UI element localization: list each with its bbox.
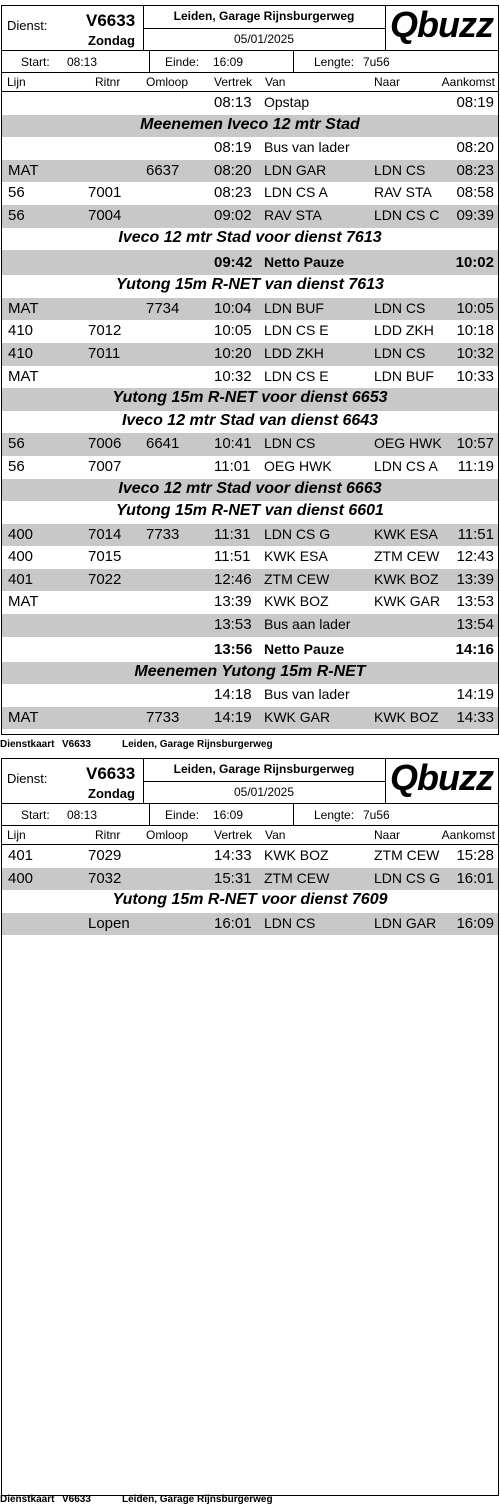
dienst-code: V6633 — [86, 11, 136, 30]
van-cell: ZTM CEW — [264, 869, 330, 886]
info-divider — [293, 804, 294, 825]
col-vertrek: Vertrek — [214, 75, 253, 89]
vertrek-time: 08:13 — [214, 94, 252, 111]
ritnr-cell: 7032 — [88, 869, 122, 887]
van-cell: LDN BUF — [264, 299, 324, 316]
trip-row — [2, 137, 498, 160]
lijn-cell: 56 — [8, 435, 25, 453]
ritnr-cell: 7029 — [88, 847, 122, 864]
naar-cell: LDN GAR — [374, 914, 437, 931]
aankomst-time: 08:20 — [456, 139, 494, 157]
van-cell: LDN CS — [264, 435, 316, 452]
lijn-cell: 410 — [8, 322, 34, 340]
start-label: Start: — [21, 55, 50, 69]
omloop-cell: 6637 — [146, 161, 180, 179]
ritnr-cell: 7022 — [88, 570, 122, 588]
naar-cell: LDN CS — [374, 344, 426, 361]
naar-cell: LDN CS C — [374, 206, 440, 223]
van-cell: LDN CS G — [264, 525, 331, 542]
section-heading-row — [2, 275, 498, 298]
naar-cell: RAV STA — [374, 184, 432, 201]
garage-location: Leiden, Garage Rijnsburgerweg — [173, 762, 355, 776]
lijn-cell: 56 — [8, 206, 25, 224]
trip-row — [2, 92, 498, 115]
schedule-sheet — [1, 5, 499, 735]
ritnr-cell: 7001 — [88, 184, 122, 202]
lijn-cell: 400 — [8, 548, 34, 566]
pause-label: Netto Pauze — [264, 640, 345, 657]
trip-row — [2, 684, 498, 707]
vertrek-time: 13:56 — [214, 640, 253, 658]
omloop-cell: 7733 — [146, 708, 180, 726]
aankomst-time: 14:33 — [456, 708, 494, 726]
header-divider — [143, 28, 386, 29]
naar-cell: KWK BOZ — [374, 570, 439, 587]
footer-code: V6633 — [62, 1494, 91, 1505]
vertrek-time: 09:42 — [214, 254, 253, 272]
section-title: Yutong 15m R-NET van dienst 6601 — [116, 502, 384, 520]
aankomst-time: 16:01 — [456, 869, 494, 887]
section-title: Yutong 15m R-NET van dienst 7613 — [116, 276, 384, 294]
aankomst-time: 12:43 — [456, 548, 494, 566]
col-van: Van — [265, 828, 286, 842]
schedule-rows — [2, 92, 498, 729]
lijn-cell: 410 — [8, 344, 34, 362]
aankomst-time: 08:23 — [456, 161, 494, 179]
lijn-cell: 401 — [8, 570, 34, 588]
aankomst-time: 13:53 — [456, 593, 494, 611]
column-header-row — [2, 73, 498, 92]
einde-label: Einde: — [165, 55, 200, 69]
einde-value: 16:09 — [213, 808, 244, 822]
dienstkaart-page-1 — [0, 0, 500, 751]
trip-row — [2, 160, 498, 183]
section-title: Meenemen Yutong 15m R-NET — [134, 662, 366, 680]
footer-location: Leiden, Garage Rijnsburgerweg — [122, 739, 273, 750]
aankomst-time: 10:33 — [456, 367, 494, 385]
ritnr-cell: 7015 — [88, 548, 122, 566]
vertrek-time: 14:33 — [214, 847, 252, 864]
header-divider — [385, 6, 386, 51]
lijn-cell: MAT — [8, 708, 39, 726]
schedule-sheet — [1, 758, 499, 1496]
dienst-label: Dienst: — [7, 771, 48, 786]
service-date: 05/01/2025 — [233, 32, 295, 46]
aankomst-time: 10:32 — [456, 344, 494, 362]
section-heading-row — [2, 411, 498, 434]
lengte-value: 7u56 — [363, 808, 390, 822]
sheet-header — [2, 759, 498, 804]
section-heading-row — [2, 115, 498, 138]
footer-label: Dienstkaart — [0, 739, 55, 750]
dienst-label: Dienst: — [7, 18, 48, 33]
day-label: Zondag — [88, 33, 135, 48]
trip-row — [2, 868, 498, 891]
vertrek-time: 10:04 — [214, 299, 252, 317]
aankomst-time: 16:09 — [456, 914, 494, 932]
aankomst-time: 15:28 — [456, 847, 494, 864]
footer-code: V6633 — [62, 739, 91, 750]
lijn-cell: 56 — [8, 184, 25, 202]
lengte-label: Lengte: — [314, 55, 355, 69]
van-cell: Bus van lader — [264, 686, 350, 703]
ritnr-cell: Lopen — [88, 914, 130, 932]
aankomst-time: 13:39 — [456, 570, 494, 588]
section-heading-row — [2, 501, 498, 524]
qbuzz-logo: Qbuzz — [390, 4, 493, 45]
info-divider — [149, 51, 150, 72]
aankomst-time: 10:57 — [456, 435, 494, 453]
lijn-cell: MAT — [8, 367, 39, 385]
vertrek-time: 11:31 — [214, 525, 251, 543]
van-cell: Opstap — [264, 94, 310, 110]
trip-row — [2, 913, 498, 936]
ritnr-cell: 7006 — [88, 435, 122, 453]
trip-row — [2, 320, 498, 343]
aankomst-time: 10:05 — [456, 299, 494, 317]
lijn-cell: 56 — [8, 457, 25, 475]
shift-info-bar — [2, 804, 498, 826]
trip-row — [2, 343, 498, 366]
lijn-cell: 400 — [8, 525, 34, 543]
garage-location: Leiden, Garage Rijnsburgerweg — [173, 9, 355, 23]
van-cell: Bus aan lader — [264, 616, 351, 633]
info-divider — [293, 51, 294, 72]
naar-cell: ZTM CEW — [374, 548, 440, 565]
vertrek-time: 10:32 — [214, 367, 252, 385]
aankomst-time: 11:19 — [457, 457, 494, 475]
omloop-cell: 7734 — [146, 299, 180, 317]
van-cell: LDN CS — [264, 914, 316, 931]
aankomst-time: 10:02 — [455, 254, 494, 272]
section-title: Iveco 12 mtr Stad van dienst 6643 — [121, 411, 379, 429]
ritnr-cell: 7011 — [88, 344, 121, 362]
day-label: Zondag — [88, 786, 135, 801]
vertrek-time: 08:19 — [214, 139, 252, 157]
van-cell: ZTM CEW — [264, 570, 330, 587]
aankomst-time: 09:39 — [456, 206, 494, 224]
vertrek-time: 08:20 — [214, 161, 252, 179]
section-title: Meenemen Iveco 12 mtr Stad — [140, 115, 360, 133]
naar-cell: OEG HWK — [374, 435, 442, 452]
aankomst-time: 11:51 — [457, 525, 494, 543]
einde-value: 16:09 — [213, 55, 244, 69]
section-title: Iveco 12 mtr Stad voor dienst 7613 — [118, 228, 382, 246]
start-value: 08:13 — [67, 808, 98, 822]
section-title: Yutong 15m R-NET voor dienst 7609 — [112, 891, 388, 909]
lengte-label: Lengte: — [314, 808, 355, 822]
qbuzz-logo: Qbuzz — [390, 757, 493, 798]
shift-info-bar — [2, 51, 498, 73]
naar-cell: KWK BOZ — [374, 708, 439, 725]
schedule-rows — [2, 845, 498, 935]
naar-cell: LDN CS — [374, 161, 426, 178]
trip-row — [2, 205, 498, 228]
van-cell: KWK BOZ — [264, 847, 329, 863]
sheet-header — [2, 6, 498, 51]
ritnr-cell: 7012 — [88, 322, 122, 340]
van-cell: LDD ZKH — [264, 344, 324, 361]
aankomst-time: 08:19 — [456, 94, 494, 111]
col-aankomst: Aankomst — [441, 75, 495, 89]
dienstkaart-page-2 — [0, 753, 500, 1512]
vertrek-time: 13:39 — [214, 593, 252, 611]
vertrek-time: 14:18 — [214, 686, 252, 704]
naar-cell: LDN CS G — [374, 869, 441, 886]
lengte-value: 7u56 — [363, 55, 390, 69]
col-vertrek: Vertrek — [214, 828, 253, 842]
vertrek-time: 16:01 — [214, 914, 252, 932]
col-omloop: Omloop — [146, 828, 189, 842]
aankomst-time: 14:19 — [456, 686, 494, 704]
vertrek-time: 13:53 — [214, 616, 252, 634]
col-ritnr: Ritnr — [95, 75, 121, 89]
col-naar: Naar — [374, 828, 401, 842]
vertrek-time: 10:20 — [214, 344, 252, 362]
vertrek-time: 15:31 — [214, 869, 252, 887]
dienst-code: V6633 — [86, 764, 136, 783]
naar-cell: LDD ZKH — [374, 322, 434, 339]
trip-row — [2, 433, 498, 456]
footer-location: Leiden, Garage Rijnsburgerweg — [122, 1494, 273, 1505]
trip-row — [2, 298, 498, 321]
van-cell: KWK GAR — [264, 708, 331, 725]
vertrek-time: 11:01 — [214, 457, 251, 475]
vertrek-time: 12:46 — [214, 570, 252, 588]
van-cell: KWK ESA — [264, 548, 328, 565]
header-divider — [143, 781, 386, 782]
trip-row — [2, 707, 498, 730]
trip-row — [2, 456, 498, 479]
ritnr-cell: 7004 — [88, 206, 122, 224]
aankomst-time: 10:18 — [456, 322, 494, 340]
trip-row — [2, 614, 498, 637]
col-naar: Naar — [374, 75, 401, 89]
trip-row — [2, 182, 498, 205]
omloop-cell: 6641 — [146, 435, 180, 453]
column-header-row — [2, 826, 498, 845]
van-cell: LDN CS E — [264, 367, 329, 384]
col-lijn: Lijn — [7, 75, 26, 89]
naar-cell: ZTM CEW — [374, 847, 440, 863]
section-heading-row — [2, 228, 498, 251]
section-heading-row — [2, 479, 498, 502]
naar-cell: LDN BUF — [374, 367, 434, 384]
vertrek-time: 14:19 — [214, 708, 252, 726]
section-heading-row — [2, 662, 498, 685]
lijn-cell: MAT — [8, 161, 39, 179]
van-cell: OEG HWK — [264, 457, 332, 474]
service-date: 05/01/2025 — [233, 785, 295, 799]
aankomst-time: 13:54 — [456, 616, 494, 634]
header-divider — [385, 759, 386, 804]
pause-row — [2, 250, 498, 275]
vertrek-time: 10:05 — [214, 322, 252, 340]
naar-cell: KWK GAR — [374, 593, 441, 610]
col-omloop: Omloop — [146, 75, 189, 89]
vertrek-time: 11:51 — [214, 548, 251, 566]
lijn-cell: 400 — [8, 869, 34, 887]
van-cell: LDN GAR — [264, 161, 327, 178]
aankomst-time: 14:16 — [455, 640, 494, 658]
trip-row — [2, 524, 498, 547]
aankomst-time: 08:58 — [456, 184, 494, 202]
info-divider — [149, 804, 150, 825]
trip-row — [2, 366, 498, 389]
col-aankomst: Aankomst — [441, 828, 495, 842]
section-heading-row — [2, 388, 498, 411]
start-value: 08:13 — [67, 55, 98, 69]
naar-cell: LDN CS — [374, 299, 426, 316]
van-cell: LDN CS E — [264, 322, 329, 339]
naar-cell: KWK ESA — [374, 525, 438, 542]
van-cell: LDN CS A — [264, 184, 328, 201]
pause-row — [2, 637, 498, 662]
vertrek-time: 08:23 — [214, 184, 252, 202]
ritnr-cell: 7007 — [88, 457, 122, 475]
lijn-cell: MAT — [8, 299, 39, 317]
van-cell: Bus van lader — [264, 139, 350, 156]
trip-row — [2, 569, 498, 592]
start-label: Start: — [21, 808, 50, 822]
trip-row — [2, 845, 498, 868]
col-ritnr: Ritnr — [95, 828, 121, 842]
pause-label: Netto Pauze — [264, 254, 345, 271]
footer-label: Dienstkaart — [0, 1494, 55, 1505]
section-title: Yutong 15m R-NET voor dienst 6653 — [112, 389, 388, 407]
lijn-cell: MAT — [8, 593, 39, 611]
section-heading-row — [2, 890, 498, 913]
einde-label: Einde: — [165, 808, 200, 822]
trip-row — [2, 546, 498, 569]
van-cell: RAV STA — [264, 206, 322, 223]
col-van: Van — [265, 75, 286, 89]
col-lijn: Lijn — [7, 828, 26, 842]
section-title: Iveco 12 mtr Stad voor dienst 6663 — [118, 479, 382, 497]
vertrek-time: 09:02 — [214, 206, 252, 224]
lijn-cell: 401 — [8, 847, 34, 864]
omloop-cell: 7733 — [146, 525, 180, 543]
vertrek-time: 10:41 — [214, 435, 252, 453]
ritnr-cell: 7014 — [88, 525, 122, 543]
naar-cell: LDN CS A — [374, 457, 438, 474]
trip-row — [2, 591, 498, 614]
van-cell: KWK BOZ — [264, 593, 329, 610]
